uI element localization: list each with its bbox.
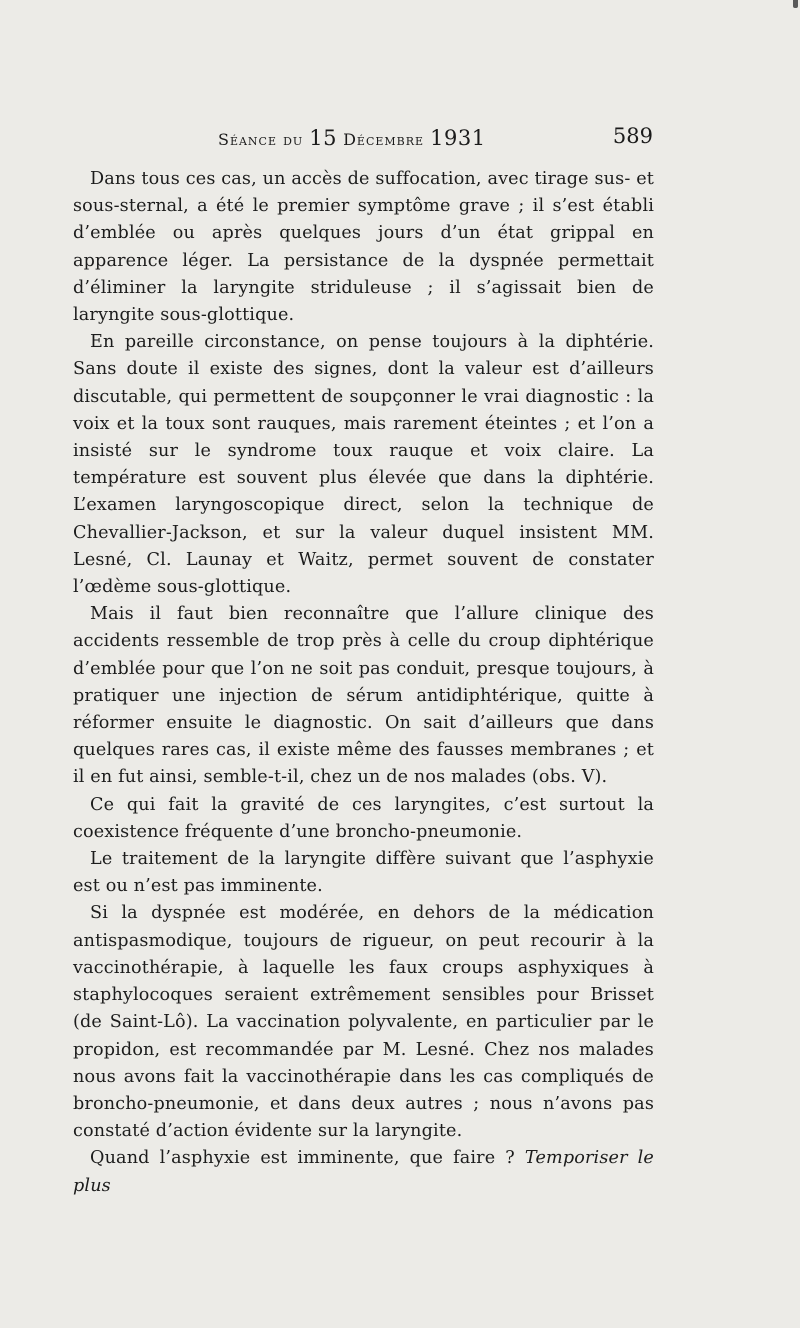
running-title-prefix: Séance du <box>218 130 310 149</box>
paragraph-treatment: Le traitement de la laryngite diffère suivant que l’asphyxie est ou n’est pas imminente. <box>73 849 654 897</box>
paragraph-diphtheria: En pareille circonstance, on pense toujours à la diphtérie. Sans doute il existe des signes, dont la valeur est d’ailleurs discutable, qui permettent de soupçonner le vrai diagnostic : la voix et la toux sont rauques, mais rarement éteintes ; et l’on a insisté sur le syndrome toux rauque et voix claire. La température est souvent plus élevée que dans la diphtérie. L’examen laryngoscopique direct, selon la technique de Chevallier-Jackson, et sur la valeur duquel insistent MM. Lesné, Cl. Launay et Waitz, permet souvent de constater l’œdème sous-glottique. <box>73 332 654 598</box>
imminent-asphyxia-text: Quand l’asphyxie est imminente, que faire ? <box>90 1148 525 1169</box>
paragraph-severity: Ce qui fait la gravité de ces laryngites, c’est surtout la coexistence fréquente d’une broncho-pneumonie. <box>73 794 654 842</box>
running-title-year: 1931 <box>430 126 486 150</box>
paragraph-vaccinotherapy: Si la dyspnée est modérée, en dehors de la médication antispasmodique, toujours de rigueur, on peut recourir à la vaccinothérapie, à laquelle les faux croups asphyxiques à staphylocoques seraient extrêmement sensibles pour Brisset (de Saint-Lô). La vaccination polyvalente, en particulier par le propidon, est recommandée par M. Lesné. Chez nos malades nous avons fait la vaccinothérapie dans les cas compliqués de broncho-pneumonie, et dans deux autres ; nous n’avons pas constaté d’action évidente sur la laryngite. <box>73 903 654 1142</box>
running-title <box>218 126 486 150</box>
running-header <box>218 124 655 150</box>
body-text <box>73 166 654 1200</box>
paragraph-clinical-picture: Mais il faut bien reconnaître que l’allure clinique des accidents ressemble de trop près à celle du croup diphtérique d’emblée pour que l’on ne soit pas conduit, presque toujours, à pratiquer une injection de sérum antidiphtérique, quitte à réformer ensuite le diagnostic. On sait d’ailleurs que dans quelques rares cas, il existe même des fausses membranes ; et il en fut ainsi, semble-t-il, chez un de nos malades (obs. V). <box>73 604 654 788</box>
page-number: 589 <box>612 124 653 148</box>
paragraph-imminent-asphyxia <box>73 1145 654 1199</box>
running-title-month: Décembre <box>337 130 431 149</box>
imminent-asphyxia-italic: Temporiser le plus <box>73 1148 654 1196</box>
running-title-day: 15 <box>309 126 338 150</box>
paragraph-symptoms: Dans tous ces cas, un accès de suffocation, avec tirage sus- et sous-sternal, a été le premier symptôme grave ; il s’est établi d’emblée ou après quelques jours d’un état grippal en apparence léger. La persistance de la dyspnée permettait d’éliminer la laryngite striduleuse ; il s’agissait bien de laryngite sous-glottique. <box>73 169 654 326</box>
scan-corner-mark <box>793 0 798 8</box>
